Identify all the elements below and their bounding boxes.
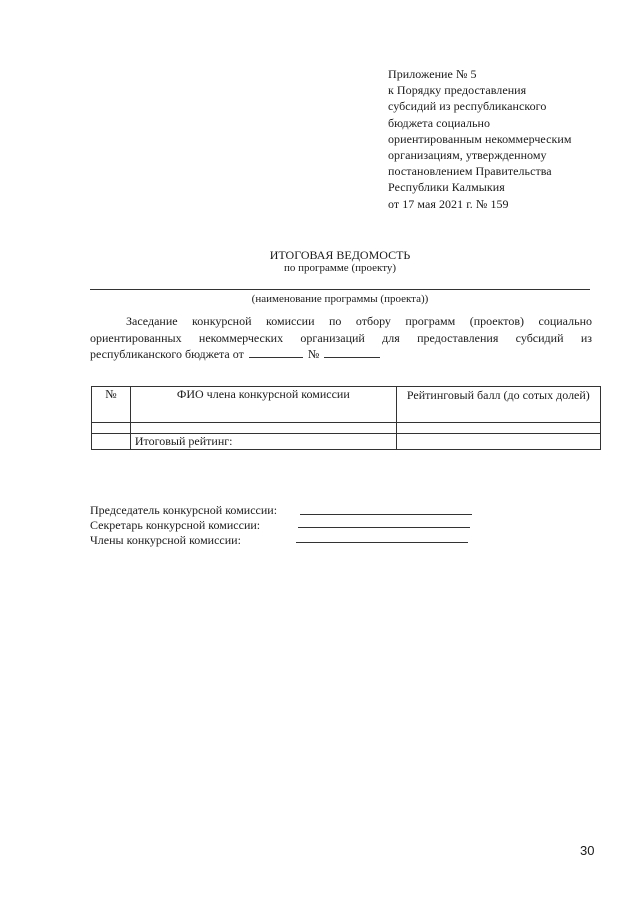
chairman-label: Председатель конкурсной комиссии:	[90, 503, 278, 517]
total-rating-label: Итоговый рейтинг:	[130, 434, 396, 450]
appendix-line: организациям, утвержденному	[388, 148, 547, 163]
appendix-line: Приложение № 5	[388, 67, 477, 81]
table-cell	[130, 423, 396, 434]
program-name-line	[90, 289, 590, 290]
table-row	[92, 423, 601, 434]
page-number: 30	[580, 843, 595, 858]
secretary-label: Секретарь конкурсной комиссии:	[90, 518, 261, 532]
program-name-caption: (наименование программы (проекта))	[251, 293, 429, 305]
total-rating-value	[396, 434, 600, 450]
column-header-number: №	[92, 387, 131, 423]
number-blank	[324, 347, 380, 358]
appendix-line: к Порядку предоставления	[388, 83, 527, 98]
column-header-score: Рейтинговый балл (до сотых долей)	[396, 387, 600, 423]
number-sign: №	[307, 347, 320, 361]
appendix-line: ориентированным некоммерческим	[388, 131, 572, 146]
appendix-block	[388, 66, 608, 212]
column-header-member: ФИО члена конкурсной комиссии	[130, 387, 396, 423]
members-label: Члены конкурсной комиссии:	[90, 533, 241, 547]
date-blank	[249, 347, 303, 358]
appendix-line: постановлением Правительства	[388, 164, 552, 179]
appendix-line: Республики Калмыкия	[388, 180, 505, 195]
table-cell	[92, 423, 131, 434]
table-cell	[396, 423, 600, 434]
chairman-signature-line	[300, 514, 472, 515]
paragraph-text: Заседание конкурсной комиссии по отбору программ (проектов) социально ориентированных некоммерческих организаций для предоставления субсидий из республиканского бюджета от	[90, 314, 592, 361]
total-row	[92, 434, 601, 450]
document-title: ИТОГОВАЯ ВЕДОМОСТЬ	[269, 248, 411, 262]
meeting-paragraph	[90, 313, 592, 363]
table-cell	[92, 434, 131, 450]
members-signature-line	[296, 542, 468, 543]
document-subtitle: по программе (проекту)	[283, 262, 397, 274]
secretary-signature-line	[298, 527, 470, 528]
appendix-line: субсидий из республиканского	[388, 99, 547, 114]
table-header-row	[92, 387, 601, 423]
appendix-line: бюджета социально	[388, 115, 491, 130]
appendix-line: от 17 мая 2021 г. № 159	[388, 196, 509, 211]
rating-table	[91, 386, 601, 450]
